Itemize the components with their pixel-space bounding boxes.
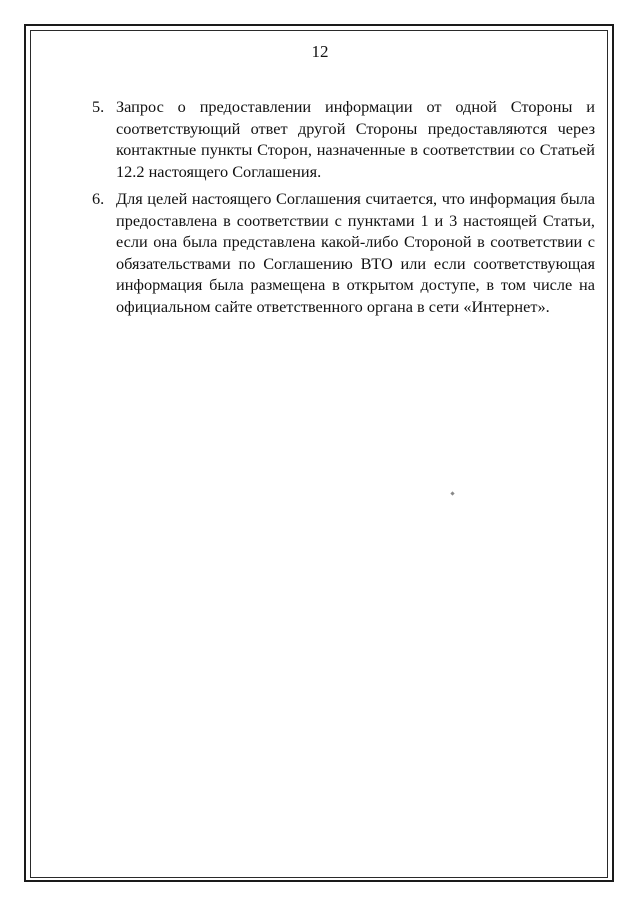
paragraph-text: Запрос о предоставлении информации от одной Стороны и соответствующий ответ другой Стороны предоставляются через контактные пункты Сторон, назначенные в соответствии со Статьей 12.2 настоящего Соглашения. [116, 97, 595, 181]
page-number: 12 [311, 42, 329, 61]
paragraph-number: 6. [92, 189, 105, 208]
paragraph-item-5 [92, 96, 595, 182]
paragraph-item-6 [92, 188, 595, 317]
paragraph-text: Для целей настоящего Соглашения считается, что информация была предоставлена в соответствии с пунктами 1 и 3 настоящей Статьи, если она была представлена какой-либо Стороной в соответствии с обязательствами по Соглашению ВТО или если соответствующая информация была размещена в открытом доступе, в том числе на официальном сайте ответственного органа в сети «Интернет». [116, 189, 595, 316]
paragraph-number: 5. [92, 97, 105, 116]
